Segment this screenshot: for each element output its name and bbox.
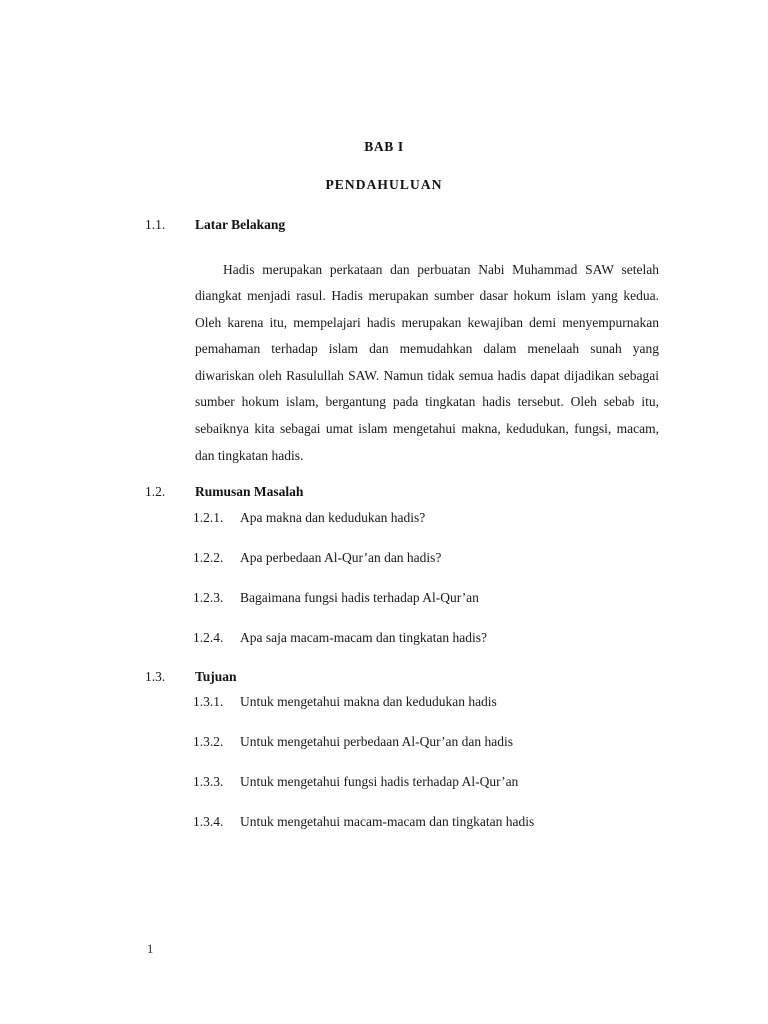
list-item-text: Untuk mengetahui perbedaan Al-Qur’an dan hadis bbox=[240, 734, 514, 749]
list-item bbox=[193, 694, 663, 712]
list-item-text: Untuk mengetahui fungsi hadis terhadap Al-Qur’an bbox=[240, 774, 519, 789]
chapter-title: PENDAHULUAN bbox=[325, 177, 443, 192]
list-item bbox=[193, 550, 663, 568]
list-item-number: 1.2.3. bbox=[193, 590, 224, 605]
list-item-number: 1.3.1. bbox=[193, 694, 224, 709]
list-item bbox=[193, 734, 663, 752]
list-item-text: Untuk mengetahui macam-macam dan tingkatan hadis bbox=[240, 814, 535, 829]
latar-belakang-paragraph: Hadis merupakan perkataan dan perbuatan Nabi Muhammad SAW setelah diangkat menjadi rasul. Hadis merupakan sumber dasar hokum islam yang kedua. Oleh karena itu, mempelajari hadis merupakan kewajiban demi menyempurnakan pemahaman terhadap islam dan memudahkan dalam menelaah sunah yang diwariskan oleh Rasulullah SAW. Namun tidak semua hadis dapat dijadikan sebagai sumber hokum islam, bergantung pada tingkatan hadis tersebut. Oleh sebab itu, sebaiknya kita sebagai umat islam mengetahui makna, kedudukan, fungsi, macam, dan tingkatan hadis. bbox=[195, 261, 659, 463]
list-item-text: Apa makna dan kedudukan hadis? bbox=[240, 510, 426, 525]
section-heading-tujuan bbox=[145, 669, 665, 687]
list-item bbox=[193, 630, 663, 648]
section-title: Rumusan Masalah bbox=[195, 484, 304, 499]
list-item bbox=[193, 510, 663, 528]
section-number: 1.3. bbox=[145, 669, 166, 684]
list-item bbox=[193, 774, 663, 792]
list-item-text: Apa perbedaan Al-Qur’an dan hadis? bbox=[240, 550, 442, 565]
section-heading-latar-belakang bbox=[145, 217, 665, 235]
section-title: Tujuan bbox=[195, 669, 237, 684]
list-item-number: 1.3.2. bbox=[193, 734, 224, 749]
chapter-label: BAB I bbox=[364, 139, 404, 154]
list-item-number: 1.2.1. bbox=[193, 510, 224, 525]
list-item-number: 1.3.3. bbox=[193, 774, 224, 789]
section-heading-rumusan-masalah bbox=[145, 484, 665, 502]
list-item-number: 1.2.2. bbox=[193, 550, 224, 565]
page-number: 1 bbox=[147, 942, 154, 956]
section-number: 1.2. bbox=[145, 484, 166, 499]
list-item-text: Apa saja macam-macam dan tingkatan hadis? bbox=[240, 630, 488, 645]
list-item-text: Bagaimana fungsi hadis terhadap Al-Qur’an bbox=[240, 590, 479, 605]
list-item-text: Untuk mengetahui makna dan kedudukan hadis bbox=[240, 694, 497, 709]
list-item bbox=[193, 590, 663, 608]
list-item bbox=[193, 814, 663, 832]
section-title: Latar Belakang bbox=[195, 217, 286, 232]
list-item-number: 1.2.4. bbox=[193, 630, 224, 645]
list-item-number: 1.3.4. bbox=[193, 814, 224, 829]
section-number: 1.1. bbox=[145, 217, 166, 232]
